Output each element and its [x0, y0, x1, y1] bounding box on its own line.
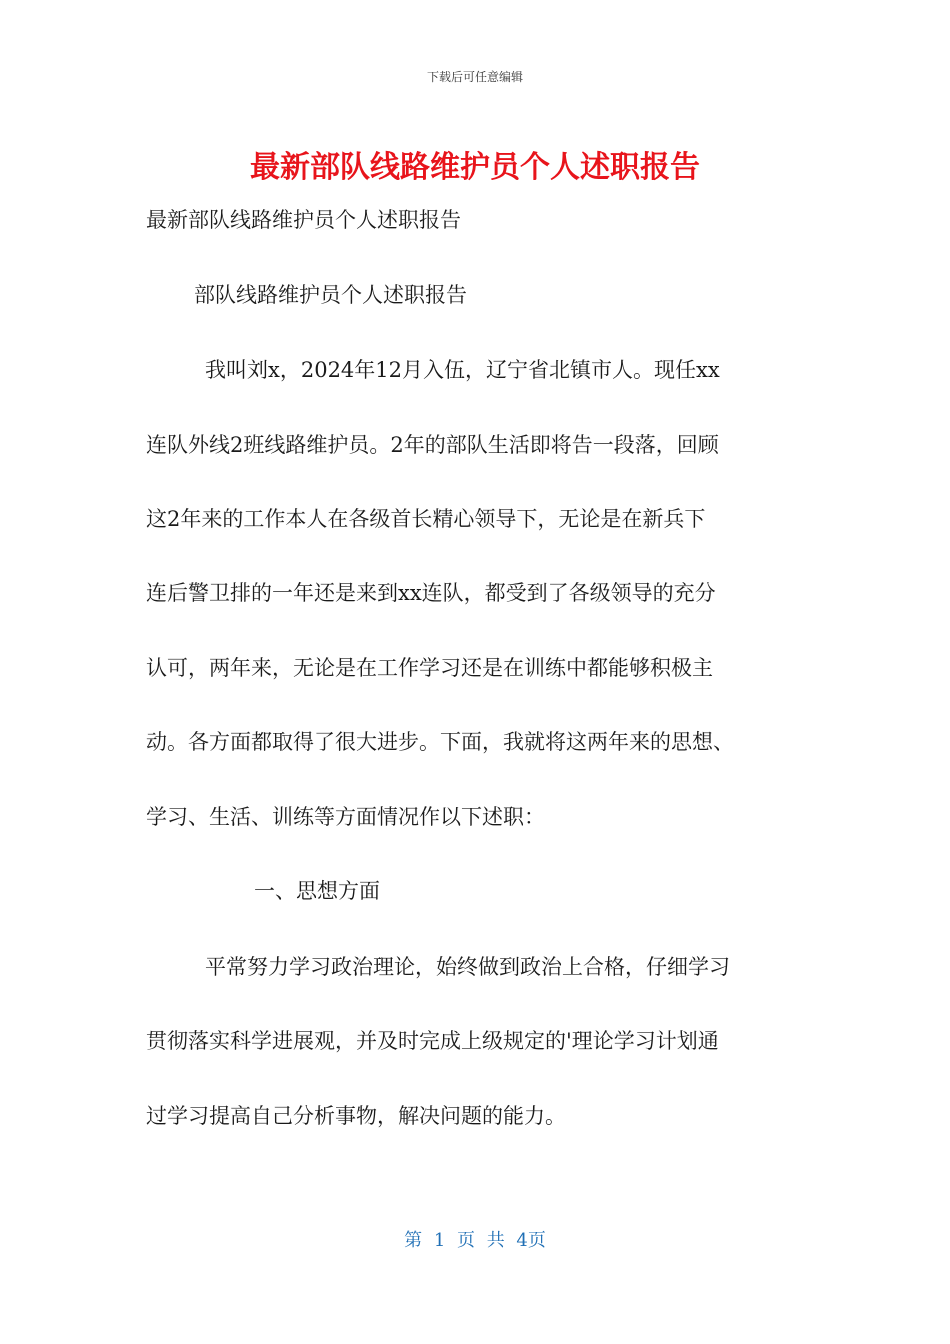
paragraph-line: 学习、生活、训练等方面情况作以下述职： [146, 805, 545, 829]
paragraph-line: 这2年来的工作本人在各级首长精心领导下，无论是在新兵下 [146, 507, 706, 531]
paragraph-line: 平常努力学习政治理论，始终做到政治上合格，仔细学习 [205, 955, 730, 979]
paragraph-line: 认可，两年来，无论是在工作学习还是在训练中都能够积极主 [146, 656, 713, 680]
paragraph-line: 连后警卫排的一年还是来到xx连队，都受到了各级领导的充分 [146, 581, 716, 605]
paragraph-line: 过学习提高自己分析事物，解决问题的能力。 [146, 1104, 566, 1128]
page-number-footer: 第 1 页 共 4页 [404, 1230, 546, 1251]
header-note: 下载后可任意编辑 [426, 70, 523, 84]
paragraph-line: 动。各方面都取得了很大进步。下面，我就将这两年来的思想、 [146, 730, 734, 754]
subsection-heading: 一、思想方面 [254, 879, 380, 903]
section-heading-line: 部队线路维护员个人述职报告 [194, 283, 467, 307]
paragraph-line: 贯彻落实科学进展观，并及时完成上级规定的'理论学习计划通 [146, 1029, 719, 1053]
subtitle-line: 最新部队线路维护员个人述职报告 [146, 208, 461, 232]
paragraph-line: 我叫刘x，2024年12月入伍，辽宁省北镇市人。现任xx [205, 358, 720, 382]
document-title: 最新部队线路维护员个人述职报告 [250, 150, 700, 185]
paragraph-line: 连队外线2班线路维护员。2年的部队生活即将告一段落，回顾 [146, 433, 719, 457]
